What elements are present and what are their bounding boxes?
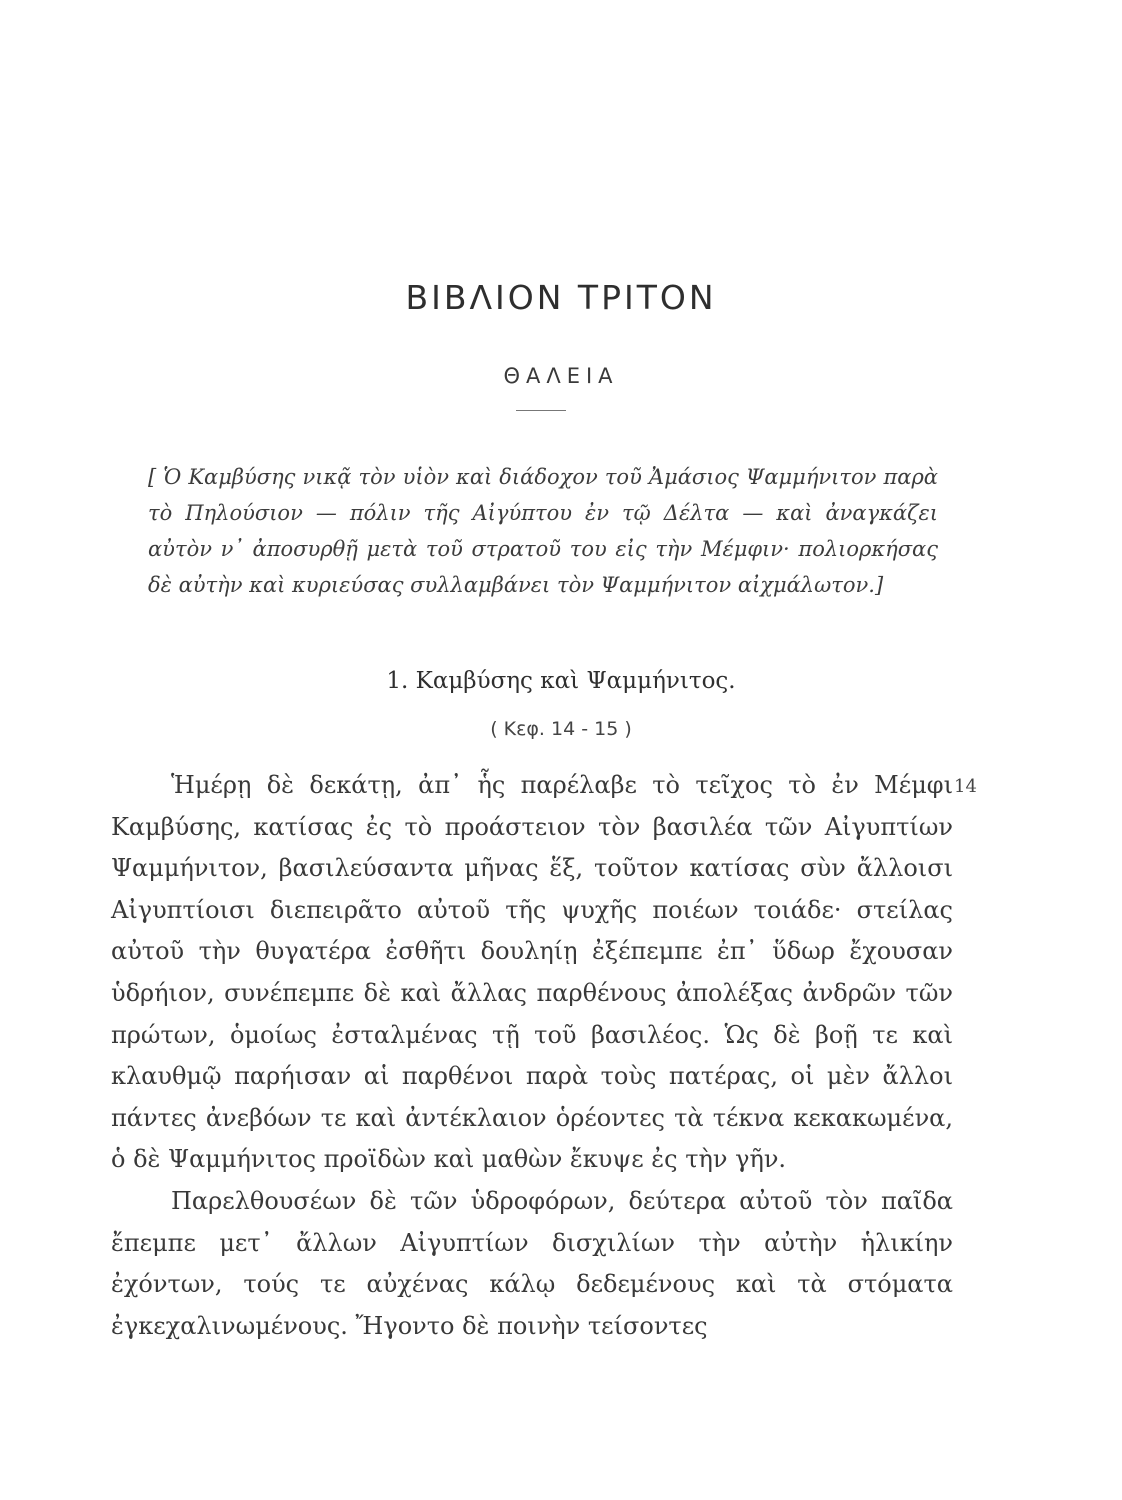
muse-title: ΘΑΛΕΙΑ [503,364,619,388]
chapter-reference: ( Κεφ. 14 - 15 ) [490,718,632,740]
title-divider [516,410,566,411]
body-text [111,765,953,1347]
paragraph: Ἡμέρῃ δὲ δεκάτῃ, ἀπ᾽ ἧς παρέλαβε τὸ τεῖχος τὸ ἐν Μέμφι Καμβύσης, κατίσας ἐς τὸ προάστειον τὸν βασιλέα τῶν Αἰγυπτίων Ψαμμήνιτον, βασιλεύσαντα μῆνας ἕξ, τοῦτον κατίσας σὺν ἄλλοισι Αἰγυπτίοισι διεπειρᾶτο αὐτοῦ τῆς ψυχῆς ποιέων τοιάδε· στείλας αὐτοῦ τὴν θυγατέρα ἐσθῆτι δουληίῃ ἐξέπεμπε ἐπ᾽ ὕδωρ ἔχουσαν ὑδρήιον, συνέπεμπε δὲ καὶ ἄλλας παρθένους ἀπολέξας ἀνδρῶν τῶν πρώτων, ὁμοίως ἐσταλμένας τῇ τοῦ βασιλέος. Ὡς δὲ βοῇ τε καὶ κλαυθμῷ παρήισαν αἱ παρθένοι παρὰ τοὺς πατέρας, οἱ μὲν ἄλλοι πάντες ἀνεβόων τε καὶ ἀντέκλαιον ὁρέοντες τὰ τέκνα κεκακωμένα, ὁ δὲ Ψαμμήνιτος προϊδὼν καὶ μαθὼν ἔκυψε ἐς τὴν γῆν. [111,771,953,1174]
chapter-summary: [ Ὁ Καμβύσης νικᾷ τὸν υἱὸν καὶ διάδοχον τοῦ Ἀμάσιος Ψαμμήνιτον παρὰ τὸ Πηλούσιον — πόλιν τῆς Αἰγύπτου ἐν τῷ Δέλτα — καὶ ἀναγκάζει αὐτὸν ν᾽ ἀποσυρθῇ μετὰ τοῦ στρατοῦ του εἰς τὴν Μέμφιν· πολιορκήσας δὲ αὐτὴν καὶ κυριεύσας συλλαμβάνει τὸν Ψαμμήνιτον αἰχμάλωτον.] [148,465,938,597]
book-title: ΒΙΒΛΙΟΝ ΤΡΙΤΟΝ [405,278,717,317]
paragraph: Παρελθουσέων δὲ τῶν ὑδροφόρων, δεύτερα αὐτοῦ τὸν παῖδα ἔπεμπε μετ᾽ ἄλλων Αἰγυπτίων δισχιλίων τὴν αὐτὴν ἡλικίην ἐχόντων, τούς τε αὐχένας κάλῳ δεδεμένους καὶ τὰ στόματα ἐγκεχαλινωμένους. Ἤγοντο δὲ ποινὴν τείσοντες [111,1186,953,1340]
margin-chapter-number: 14 [954,776,977,797]
section-heading: 1. Καμβύσης καὶ Ψαμμήνιτος. [386,668,736,694]
